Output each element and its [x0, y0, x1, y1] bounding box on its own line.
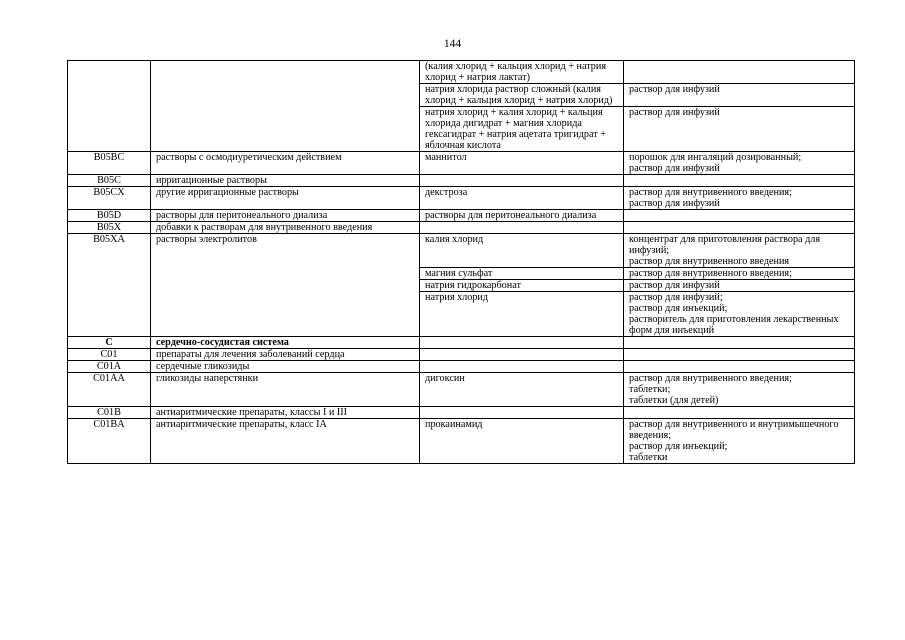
table-row [68, 187, 855, 210]
dosage-form-line: концентрат для приготовления раствора для инфузий; [629, 234, 821, 256]
dosage-form-cell [624, 361, 855, 373]
dosage-form-cell [624, 84, 855, 107]
atc-group-name-cell: растворы электролитов [151, 234, 420, 337]
atc-code-cell: B05CX [68, 187, 151, 210]
atc-group-name-cell: ирригационные растворы [151, 175, 420, 187]
dosage-form-line: порошок для ингаляций дозированный; [629, 152, 802, 163]
dosage-form-cell [624, 407, 855, 419]
substance-cell: растворы для перитонеального диализа [420, 210, 624, 222]
dosage-form-cell [624, 337, 855, 349]
substance-cell: натрия хлорид + калия хлорид + кальция хлорида дигидрат + магния хлорида гексагидрат + натрия ацетата тригидрат + яблочная кислота [420, 107, 624, 152]
table-row [68, 61, 855, 84]
table-row [68, 337, 855, 349]
table-row [68, 175, 855, 187]
atc-code-cell: B05C [68, 175, 151, 187]
atc-group-name-cell: антиаритмические препараты, класс IA [151, 419, 420, 464]
atc-code-cell: B05XA [68, 234, 151, 337]
table-row [68, 361, 855, 373]
dosage-form-line: раствор для внутривенного введения; [629, 187, 792, 198]
dosage-form-cell [624, 107, 855, 152]
drug-table [67, 60, 855, 464]
dosage-form-line: раствор для инфузий [629, 163, 720, 174]
table-row [68, 222, 855, 234]
atc-group-name-cell: растворы для перитонеального диализа [151, 210, 420, 222]
dosage-form-line: раствор для инфузий; [629, 292, 723, 303]
dosage-form-cell [624, 419, 855, 464]
dosage-form-line: раствор для внутривенного введения; [629, 268, 792, 279]
dosage-form-line: таблетки (для детей) [629, 395, 719, 406]
dosage-form-line: раствор для инфузий [629, 198, 720, 209]
substance-cell: натрия хлорида раствор сложный (калия хлорид + кальция хлорид + натрия хлорид) [420, 84, 624, 107]
dosage-form-cell [624, 152, 855, 175]
atc-group-name-cell: добавки к растворам для внутривенного введения [151, 222, 420, 234]
atc-code-cell: C01AA [68, 373, 151, 407]
substance-cell: маннитол [420, 152, 624, 175]
atc-group-name-cell [151, 61, 420, 152]
dosage-form-cell [624, 349, 855, 361]
atc-code-cell: C [68, 337, 151, 349]
dosage-form-line: раствор для инфузий [629, 107, 720, 118]
substance-cell: магния сульфат [420, 268, 624, 280]
atc-group-name-cell: гликозиды наперстянки [151, 373, 420, 407]
dosage-form-line: раствор для инфузий [629, 280, 720, 291]
dosage-form-line: таблетки; [629, 384, 671, 395]
substance-cell [420, 407, 624, 419]
dosage-form-line: растворитель для приготовления лекарственных форм для инъекций [629, 314, 839, 336]
table-row [68, 152, 855, 175]
table-row [68, 407, 855, 419]
substance-cell: натрия хлорид [420, 292, 624, 337]
atc-code-cell [68, 61, 151, 152]
substance-cell [420, 361, 624, 373]
dosage-form-cell [624, 373, 855, 407]
table-row [68, 419, 855, 464]
atc-code-cell: B05D [68, 210, 151, 222]
page-number: 144 [443, 38, 462, 50]
atc-code-cell: B05BC [68, 152, 151, 175]
substance-cell: (калия хлорид + кальция хлорид + натрия хлорид + натрия лактат) [420, 61, 624, 84]
substance-cell: декстроза [420, 187, 624, 210]
table-row [68, 210, 855, 222]
dosage-form-line: раствор для инъекций; [629, 441, 728, 452]
table-row [68, 349, 855, 361]
atc-group-name-cell: растворы с осмодиуретическим действием [151, 152, 420, 175]
dosage-form-line: раствор для внутривенного введения [629, 256, 790, 267]
substance-cell: калия хлорид [420, 234, 624, 268]
atc-group-name-cell: препараты для лечения заболеваний сердца [151, 349, 420, 361]
dosage-form-line: раствор для инфузий [629, 84, 720, 95]
dosage-form-line: раствор для внутривенного и внутримышечного введения; [629, 419, 839, 441]
substance-cell: прокаинамид [420, 419, 624, 464]
substance-cell [420, 222, 624, 234]
dosage-form-cell [624, 187, 855, 210]
table-row [68, 373, 855, 407]
dosage-form-line: раствор для внутривенного введения; [629, 373, 792, 384]
substance-cell: дигоксин [420, 373, 624, 407]
dosage-form-cell [624, 175, 855, 187]
substance-cell [420, 337, 624, 349]
dosage-form-cell [624, 280, 855, 292]
atc-code-cell: C01BA [68, 419, 151, 464]
dosage-form-cell [624, 61, 855, 84]
atc-code-cell: C01 [68, 349, 151, 361]
dosage-form-line: таблетки [629, 452, 668, 463]
dosage-form-line: раствор для инъекций; [629, 303, 728, 314]
dosage-form-cell [624, 222, 855, 234]
substance-cell [420, 175, 624, 187]
atc-group-name-cell: антиаритмические препараты, классы I и III [151, 407, 420, 419]
atc-code-cell: C01A [68, 361, 151, 373]
atc-group-name-cell: другие ирригационные растворы [151, 187, 420, 210]
table-row [68, 234, 855, 268]
atc-group-name-cell: сердечно-сосудистая система [151, 337, 420, 349]
substance-cell [420, 349, 624, 361]
atc-code-cell: C01B [68, 407, 151, 419]
atc-group-name-cell: сердечные гликозиды [151, 361, 420, 373]
dosage-form-cell [624, 268, 855, 280]
atc-code-cell: B05X [68, 222, 151, 234]
dosage-form-cell [624, 292, 855, 337]
substance-cell: натрия гидрокарбонат [420, 280, 624, 292]
dosage-form-cell [624, 210, 855, 222]
dosage-form-cell [624, 234, 855, 268]
